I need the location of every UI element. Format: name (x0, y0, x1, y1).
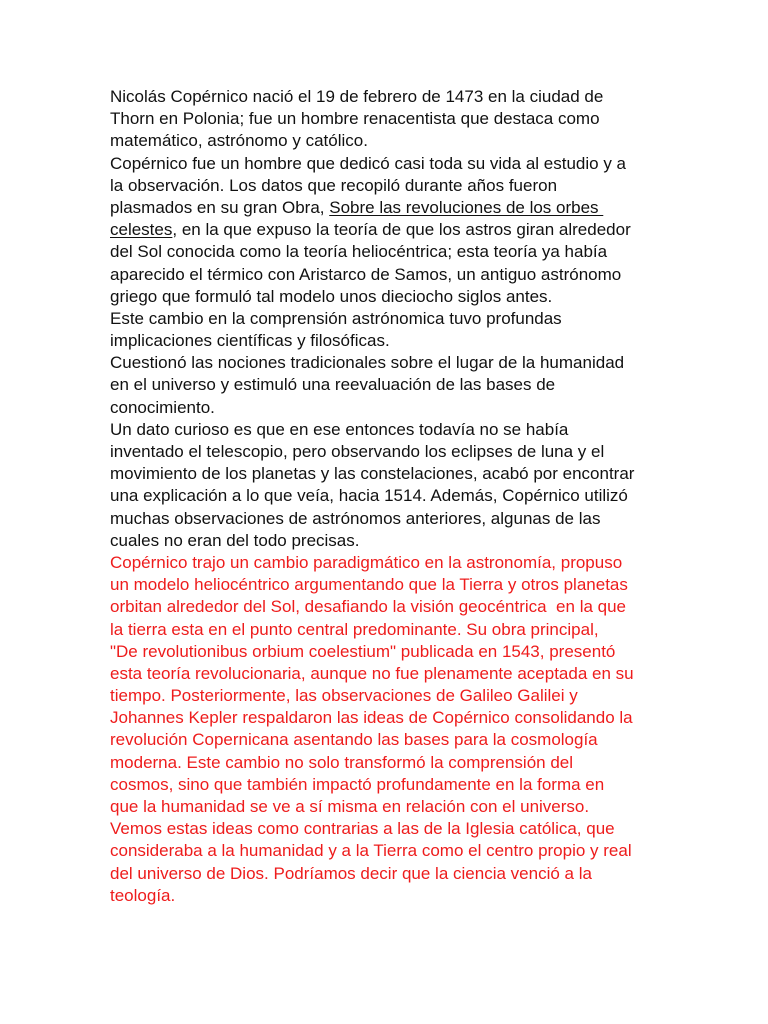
book-title-underlined: celestes (110, 220, 173, 240)
text-line: orbitan alrededor del Sol, desafiando la visión geocéntrica en la que (110, 597, 627, 617)
text-line: aparecido el térmico con Aristarco de Samos, un antiguo astrónomo (110, 264, 622, 284)
text-line: la tierra esta en el punto central predominante. Su obra principal, (110, 619, 599, 639)
text-line: un modelo heliocéntrico argumentando que la Tierra y otros planetas (110, 575, 628, 595)
text-line: Copérnico fue un hombre que dedicó casi toda su vida al estudio y a (110, 153, 626, 173)
text-line: consideraba a la humanidad y a la Tierra como el centro propio y real (110, 841, 632, 861)
text-line: Johannes Kepler respaldaron las ideas de Copérnico consolidando la (110, 708, 633, 728)
text-line: moderna. Este cambio no solo transformó la comprensión del (110, 752, 574, 772)
black-paragraphs (110, 86, 670, 552)
text-line: Nicolás Copérnico nació el 19 de febrero de 1473 en la ciudad de (110, 87, 604, 106)
text-line: conocimiento. (110, 397, 215, 417)
text-line: matemático, astrónomo y católico. (110, 131, 368, 151)
book-title-underlined: Sobre las revoluciones de los orbes (329, 197, 604, 217)
text-line: que la humanidad se ve a sí misma en relación con el universo. (110, 797, 590, 816)
text-line: del universo de Dios. Podríamos decir que la ciencia venció a la (110, 863, 592, 883)
text-line: Un dato curioso es que en ese entonces todavía no se había (110, 419, 569, 439)
text-line: una explicación a lo que veía, hacia 1514. Además, Copérnico utilizó (110, 486, 628, 506)
text-line: cuales no eran del todo precisas. (110, 530, 360, 550)
text-line: Cuestionó las nociones tradicionales sobre el lugar de la humanidad (110, 353, 625, 373)
text-line: implicaciones científicas y filosóficas. (110, 331, 390, 351)
text-line: esta teoría revolucionaria, aunque no fue plenamente aceptada en su (110, 663, 634, 683)
text-line: "De revolutionibus orbium coelestium" publicada en 1543, presentó (110, 641, 616, 661)
text-line: celestes, en la que expuso la teoría de que los astros giran alrededor (110, 220, 631, 240)
text-line: inventado el telescopio, pero observando los eclipses de luna y el (110, 442, 605, 461)
text-line: Este cambio en la comprensión astrónomica tuvo profundas (110, 308, 562, 328)
text-line: revolución Copernicana asentando las bases para la cosmología (110, 730, 598, 750)
text-line: la observación. Los datos que recopiló durante años fueron (110, 175, 558, 195)
text-line: en el universo y estimuló una reevaluación de las bases de (110, 375, 556, 395)
text-line: Vemos estas ideas como contrarias a las de la Iglesia católica, que (110, 819, 615, 839)
text-line: Thorn en Polonia; fue un hombre renacentista que destaca como (110, 109, 600, 129)
red-paragraph (110, 552, 670, 907)
text-line: cosmos, sino que también impactó profundamente en la forma en (110, 774, 605, 794)
text-line: griego que formuló tal modelo unos dieciocho siglos antes. (110, 286, 553, 306)
text-line: teología. (110, 885, 176, 905)
text-line: tiempo. Posteriormente, las observaciones de Galileo Galilei y (110, 686, 578, 706)
document-body (110, 86, 670, 907)
text-line: muchas observaciones de astrónomos anteriores, algunas de las (110, 508, 601, 528)
text-line: del Sol conocida como la teoría heliocéntrica; esta teoría ya había (110, 242, 608, 262)
text-line: movimiento de los planetas y las constelaciones, acabó por encontrar (110, 464, 635, 484)
text-line: plasmados en su gran Obra, Sobre las revoluciones de los orbes (110, 197, 604, 217)
text-line: Copérnico trajo un cambio paradigmático en la astronomía, propuso (110, 552, 623, 572)
